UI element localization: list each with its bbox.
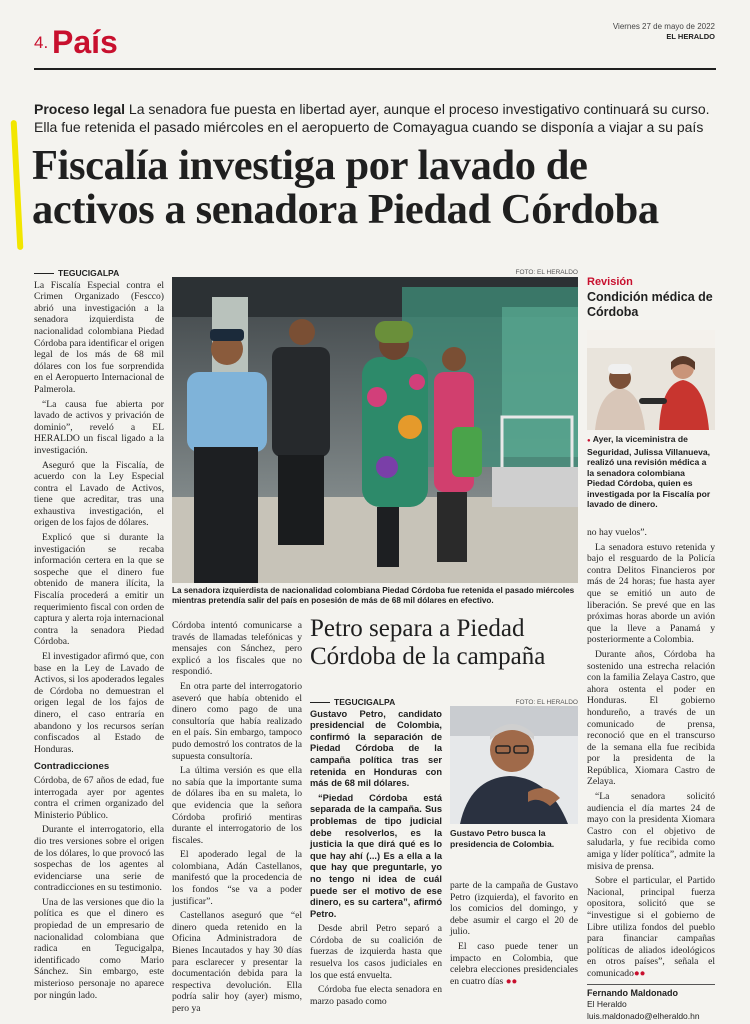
second-headline-line-2: Córdoba de la campaña	[310, 643, 546, 670]
sidebar-photo	[587, 330, 715, 430]
lead-kicker: Proceso legal	[34, 101, 126, 117]
lead-text-2: Ella fue retenida el pasado miércoles en el aeropuerto de Comayagua cuando se disponía a viajar a su país	[34, 119, 704, 135]
highlighter-mark	[11, 120, 24, 250]
second-story-column-2	[450, 880, 578, 990]
main-story-column-2	[172, 620, 302, 1018]
paragraph: Gustavo Petro, candidato presidencial de Colombia, confirmó la separación de Piedad Córdoba de la campaña política tras ser retenida en Honduras con más de 68 mil dólares.	[310, 708, 442, 789]
paragraph: no hay vuelos”.	[587, 527, 647, 538]
main-dateline: TEGUCIGALPA	[34, 268, 164, 280]
paragraph: Durante años, Córdoba ha sostenido una estrecha relación con la familia Zelaya Castro, que ahora ostenta el poder en Honduras. El gobierno hondureño, a través de un comunicado de prensa, reconoció que en el transcurso de la semana ella fue recibida por la presidenta de la República, Xiomara Castro de Zelaya.	[587, 648, 715, 788]
petro-photo	[450, 706, 578, 824]
paragraph: La senadora estuvo retenida y bajo el resguardo de la Policía contra Delitos Financieros por más de 24 horas; fue hasta ayer que se emitió un auto de liberación. Se prevé que en las próximas horas aborde un avión que la lleve a Panamá y posteriormente a Colombia.	[587, 541, 715, 646]
second-story-column-1	[310, 697, 442, 1010]
header-date: Viernes 27 de mayo de 2022	[612, 22, 715, 31]
paragraph: En otra parte del interrogatorio aseveró que había obtenido el dinero como pago de una consultoría que había realizado en el país. Sin embargo, tampoco pudo demostró los contratos de la supuesta consultoría.	[172, 680, 302, 762]
second-dateline: TEGUCIGALPA	[310, 697, 442, 709]
paragraph: “Piedad Córdoba está separada de la campaña. Sus problemas de tipo judicial debe resolverlos, es la justicia la que dirá qué es lo que hay ahí (...) Es a ella a la que hay que preguntarle, yo no tengo ni idea de cuál puede ser el motivo de ese dinero, es su cartera”, afirmó Petro.	[310, 792, 442, 919]
lead-deck	[34, 100, 724, 136]
sidebar-caption	[587, 434, 715, 510]
paragraph: “La senadora solicitó audiencia el día martes 24 de mayo con la presidenta Xiomara Castro con el objetivo de saludarla, y fue recibida como amiga y líder política”, admite la misiva de prensa.	[587, 791, 715, 872]
main-story-column-4	[587, 527, 715, 1022]
paragraph	[587, 875, 715, 979]
paragraph	[450, 941, 578, 987]
header-rule	[34, 68, 716, 70]
paragraph: Durante el interrogatorio, ella dio tres versiones sobre el origen de los dólares, lo que provocó las sospechas de los agentes al evidenciarse una serie de contradicciones en su testimonio.	[34, 824, 164, 894]
paragraph: La Fiscalía Especial contra el Crimen Organizado (Fescco) abrió una investigación a la senadora izquierdista de nacionalidad colombiana Piedad Córdoba para identificar el origen legal de los más de 68 mil dólares con los fue sorprendida en el Aeropuerto Internacional de Palmerola.	[34, 279, 164, 395]
caption-bullet: ●	[587, 438, 591, 444]
paragraph: Córdoba intentó comunicarse a través de llamadas telefónicas y mensajes con Sánchez, pero explicó a los fiscales que no respondió.	[172, 620, 302, 678]
author-rule	[587, 984, 715, 985]
paragraph: El apoderado legal de la colombiana, Adán Castellanos, manifestó que la procedencia de los fondos “se va a poder justificar”.	[172, 849, 302, 907]
paragraph: Desde abril Petro separó a Córdoba de su coalición de fuerzas de izquierda hasta que resuelva los casos judiciales en los que está envuelta.	[310, 923, 442, 981]
petro-photo-credit: FOTO: EL HERALDO	[515, 699, 578, 706]
paragraph: Castellanos aseguró que “el dinero queda retenido en la Oficina Administradora de Bienes Incautados y hay 30 días para esclarecer y presentar la documentación debida para la respectiva devolución. Ella podría salir hoy (ayer) mismo, pero ya	[172, 910, 302, 1014]
headline-line-2: activos a senadora Piedad Córdoba	[32, 186, 659, 233]
subhead-contradicciones: Contradicciones	[34, 761, 110, 773]
paragraph: “La causa fue abierta por lavado de activos y privación de dominio”, reveló a EL HERALDO un fiscal ligado a la investigación.	[34, 398, 164, 456]
main-story-column-1	[34, 268, 164, 1004]
airport-scene-illustration	[172, 277, 578, 583]
sidebar-title: Condición médica de Córdoba	[587, 290, 713, 319]
paragraph: Explicó que si durante la investigación se recaba información certera en la que se sospeche que el dinero fue obtenido de manera ilícita, la Fiscalía procederá a emitir un requerimiento fiscal con orden de captura y alerta roja internacional contra la senadora Piedad Córdoba.	[34, 532, 164, 648]
author-org: El Heraldo	[587, 999, 627, 1010]
main-photo	[172, 277, 578, 583]
author-email: luis.maldonado@elheraldo.hn	[587, 1010, 700, 1021]
paragraph-text: El caso puede tener un impacto en Colombia, que celebra elecciones presidenciales en cuatro días	[450, 940, 578, 987]
end-mark: ●●	[633, 967, 646, 979]
paragraph: Córdoba, de 67 años de edad, fue interrogada ayer por agentes contra el crimen organizado del Ministerio Público.	[34, 774, 164, 821]
paragraph: El investigador afirmó que, con base en la Ley de Lavado de Activos, si los apoderados legales de Córdoba no demuestran el origen legal de los fajos de dinero, el caso entraría en abandono y los recursos serían confiscados al Estado de Honduras.	[34, 651, 164, 755]
petro-portrait-illustration	[450, 706, 578, 824]
medical-check-illustration	[587, 330, 715, 430]
paragraph-text: Sobre el particular, el Partido Nacional, principal fuerza opositora, solicitó que se “investigue si el gobierno de Libre utiliza fondos del pueblo para financiar campañas políticas de aliados ideológicos en otros países”, señala el comunicado	[587, 875, 715, 979]
main-photo-caption: La senadora izquierdista de nacionalidad colombiana Piedad Córdoba fue retenida el pasado miércoles mientras pretendía salir del país en posesión de más de 68 mil dólares en efectivo.	[172, 586, 575, 605]
page-number: 4.	[34, 33, 49, 52]
sidebar-caption-text: Ayer, la viceministra de Seguridad, Julissa Villanueva, realizó una revisión médica a la senadora colombiana Piedad Córdoba, quien es investigada por la Fiscalía por lavado de dinero.	[587, 434, 711, 509]
section-title: País	[52, 24, 118, 60]
end-mark: ●●	[505, 975, 518, 987]
author-name: Fernando Maldonado	[587, 987, 678, 998]
second-headline-line-1: Petro separa a Piedad	[310, 615, 525, 642]
paragraph: La última versión es que ella no sabía que la importante suma de dólares iba en su maleta, lo que evidencia que la señora Córdoba profirió mentiras durante el interrogatorio de los fiscales.	[172, 765, 302, 846]
headline	[32, 144, 722, 232]
newspaper-name: EL HERALDO	[666, 32, 715, 41]
sidebar-kicker: Revisión	[587, 276, 633, 288]
main-photo-credit: FOTO: EL HERALDO	[515, 269, 578, 276]
second-headline	[310, 615, 580, 671]
lead-text-1: La senadora fue puesta en libertad ayer, aunque el proceso investigativo continuará su curso.	[125, 101, 710, 117]
petro-photo-caption: Gustavo Petro busca la presidencia de Colombia.	[450, 828, 555, 849]
paragraph: Aseguró que la Fiscalía, de acuerdo con la Ley Especial contra el Lavado de Activos, tiene que acreditar, tras una exhaustiva investigación, el origen de los fajos de dólares.	[34, 459, 164, 529]
headline-line-1: Fiscalía investiga por lavado de	[32, 142, 588, 189]
paragraph: parte de la campaña de Gustavo Petro (izquierda), el favorito en los comicios del domingo, y debe asumir el cargo el 20 de julio.	[450, 880, 578, 938]
paragraph: Una de las versiones que dio la política es que el dinero es propiedad de un empresario de nacionalidad colombiana que radica en Tegucigalpa, identificado como Mario Sánchez. Sin embargo, este misterioso personaje no aparece por ningún lado.	[34, 896, 164, 1001]
paragraph: Córdoba fue electa senadora en marzo pasado como	[310, 984, 442, 1007]
